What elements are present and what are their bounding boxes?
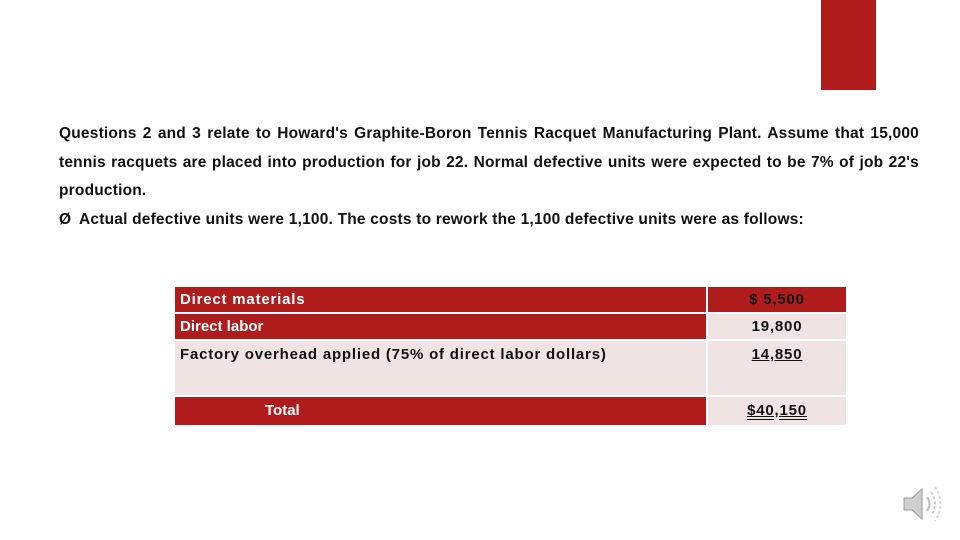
intro-paragraph: Questions 2 and 3 relate to Howard's Graphite-Boron Tennis Racquet Manufacturing Plant. Assume that 15,000 tennis racquets are placed into production for job 22. Normal defective units were expected to be 7% of job 22's production. (59, 125, 919, 199)
cost-table (173, 285, 848, 427)
bullet-item (59, 206, 919, 235)
total-value: $40,150 (747, 402, 807, 419)
bullet-text: Actual defective units were 1,100. The costs to rework the 1,100 defective units were as follows: (79, 211, 804, 228)
table-row (174, 340, 847, 396)
bullet-marker: Ø (59, 211, 72, 228)
row-label-direct-labor: Direct labor (174, 313, 707, 340)
table-row (174, 396, 847, 426)
row-label-total: Total (174, 396, 707, 426)
row-amount-direct-labor: 19,800 (707, 313, 847, 340)
row-label-factory-overhead: Factory overhead applied (75% of direct labor dollars) (174, 340, 707, 396)
accent-bar (821, 0, 876, 90)
row-amount-total (707, 396, 847, 426)
table-row (174, 286, 847, 313)
amount-value: 14,850 (751, 346, 803, 363)
table-row (174, 313, 847, 340)
speaker-icon[interactable] (900, 480, 948, 528)
row-amount-direct-materials (707, 286, 847, 313)
row-amount-factory-overhead (707, 340, 847, 396)
amount-value: $ 5,500 (749, 291, 805, 308)
row-label-direct-materials: Direct materials (174, 286, 707, 313)
